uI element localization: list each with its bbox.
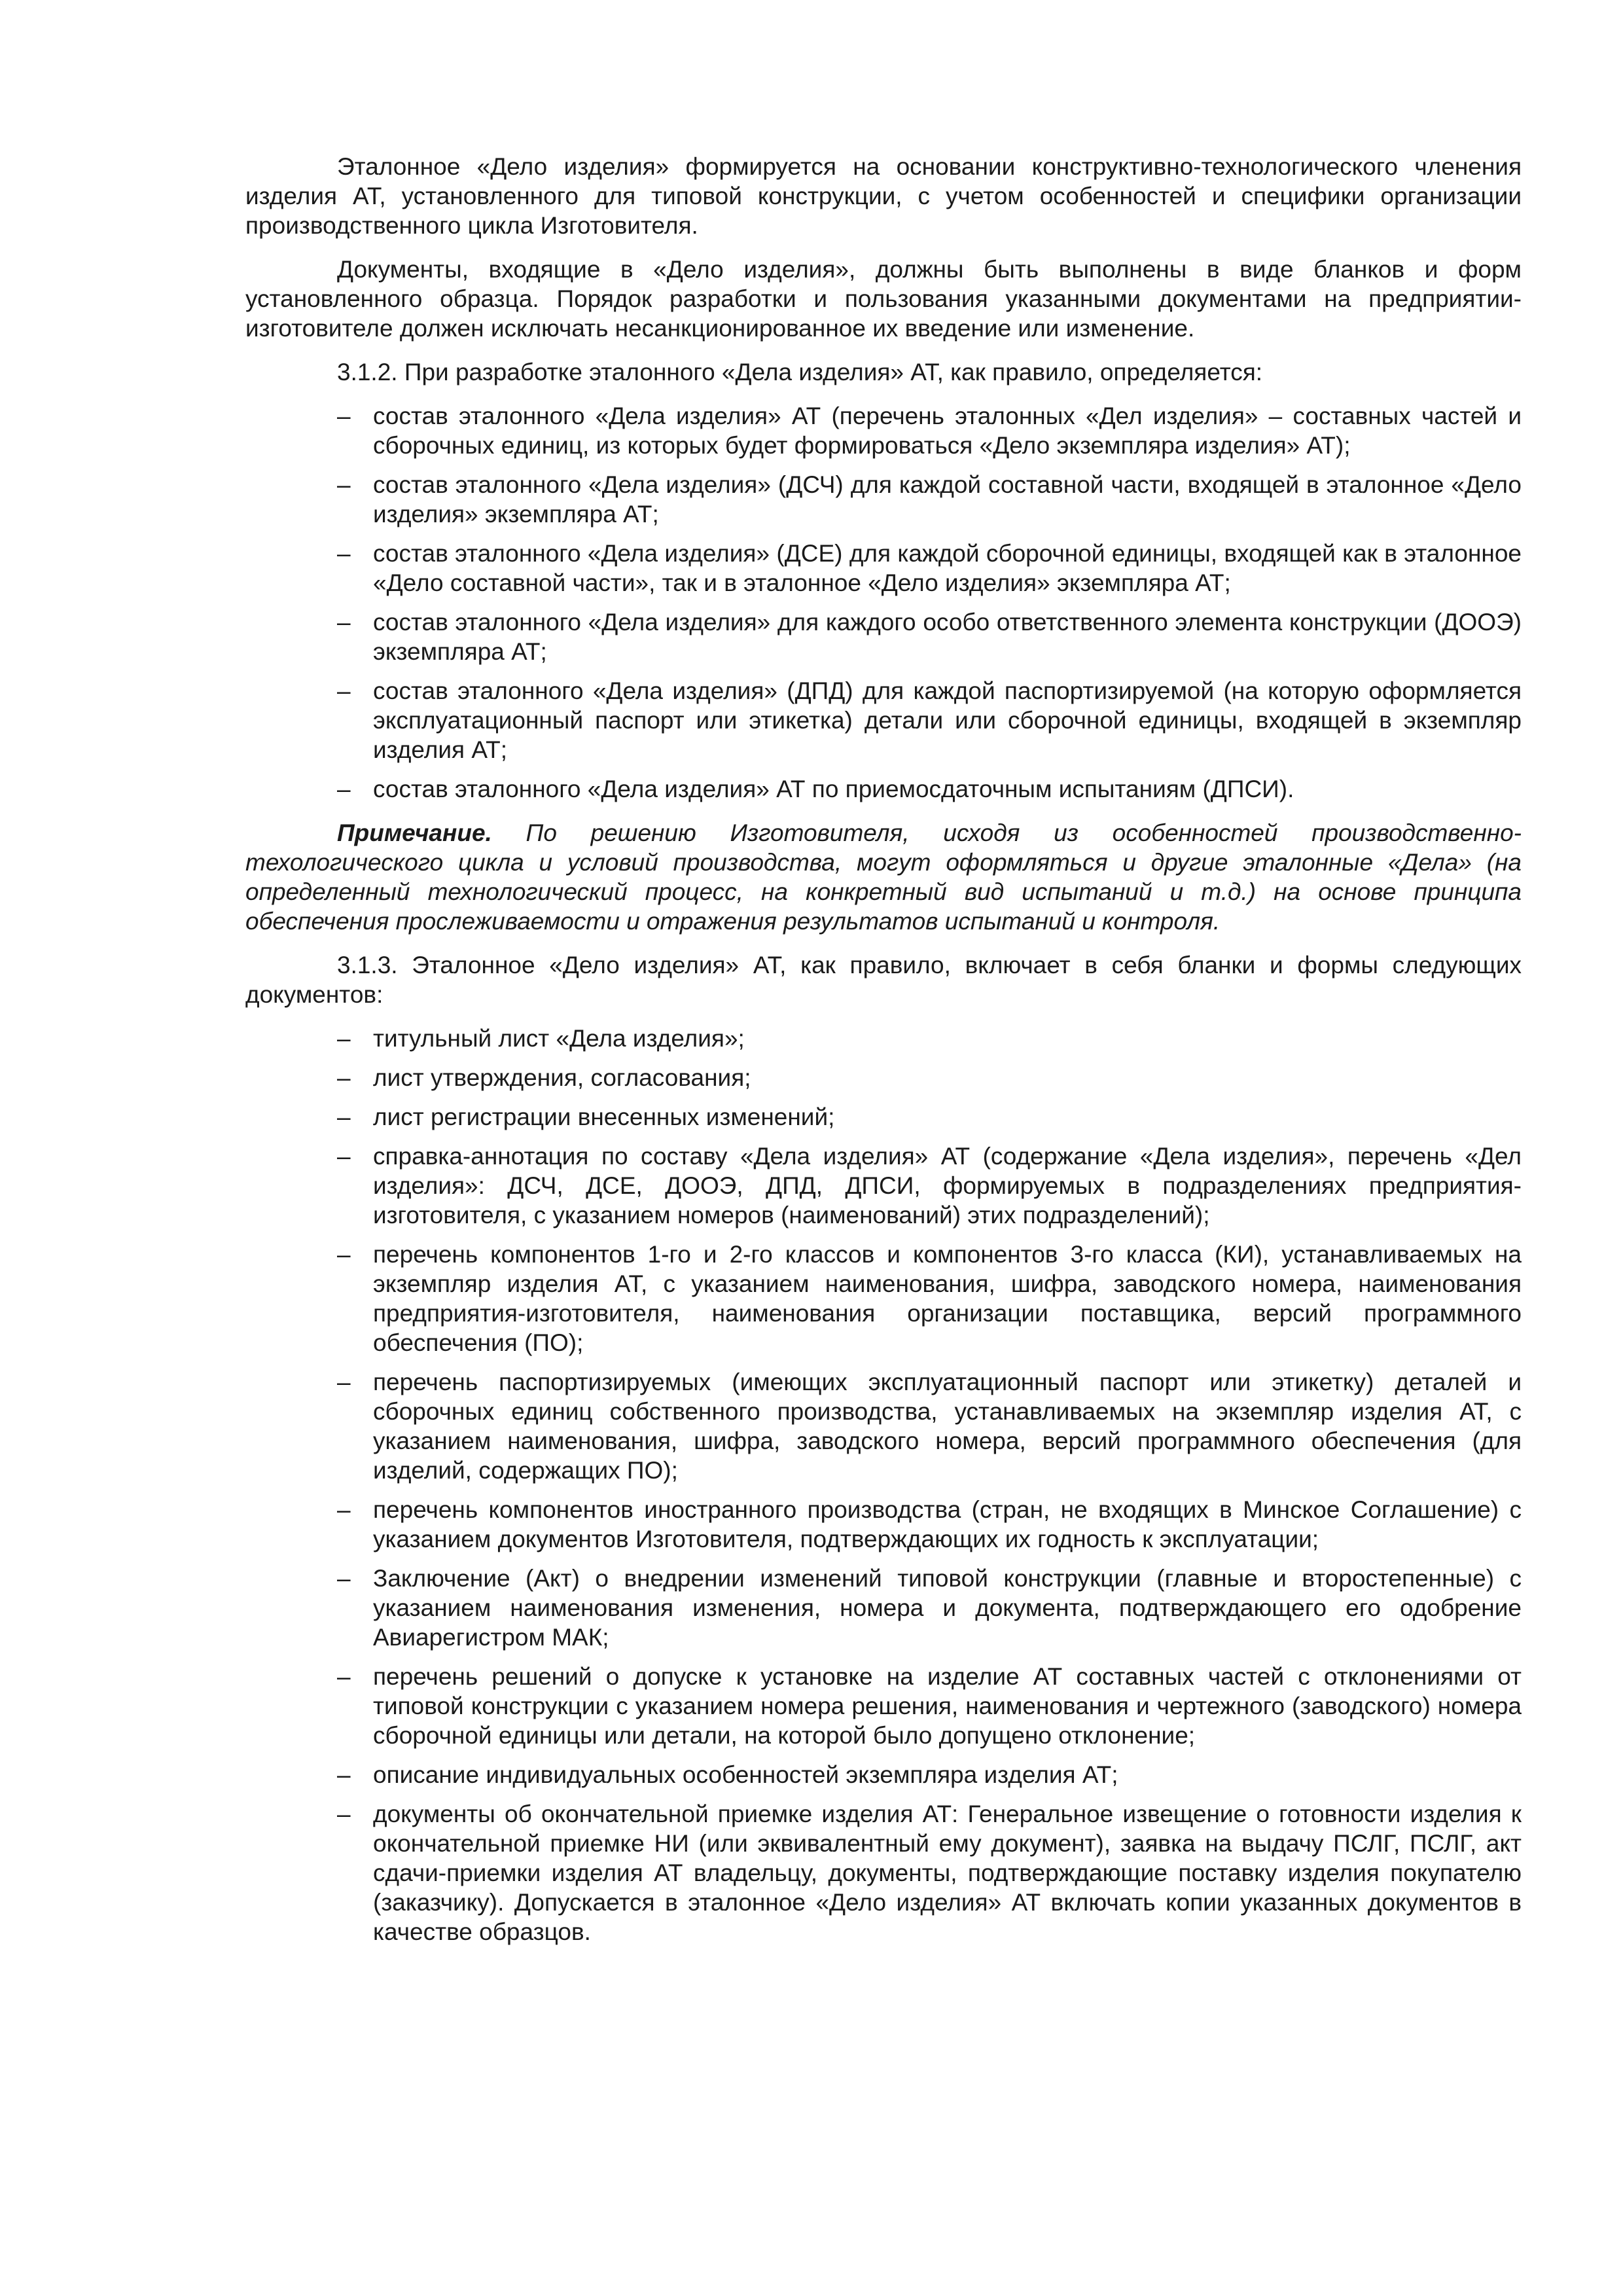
list-case-composition <box>245 401 1522 804</box>
list-item-text: документы об окончательной приемке изделия АТ: Генеральное извещение о готовности изделия к окончательной приемке НИ (или эквивалентный ему документ), заявка на выдачу ПСЛГ, ПСЛГ, акт сдачи-приемки изделия АТ владельцу, документы, подтверждающие поставку изделия покупателю (заказчику). Допускается в эталонное «Дело изделия» АТ включать копии указанных документов в качестве образцов. <box>373 1801 1522 1945</box>
dash-marker: – <box>337 1761 351 1788</box>
paragraph-3-1-3: 3.1.3. Эталонное «Дело изделия» АТ, как правило, включает в себя бланки и формы следующих документов: <box>245 952 1522 1008</box>
list-item-text: лист утверждения, согласования; <box>373 1064 751 1091</box>
list-item-text: перечень паспортизируемых (имеющих эксплуатационный паспорт или этикетку) деталей и сборочных единиц собственного производства, устанавливаемых на экземпляр изделия АТ, с указанием наименования, шифра, заводского номера, версий программного обеспечения (для изделий, содержащих ПО); <box>373 1369 1522 1484</box>
dash-marker: – <box>337 1064 351 1091</box>
list-item-text: справка-аннотация по составу «Дела изделия» АТ (содержание «Дела изделия», перечень «Дел изделия»: ДСЧ, ДСЕ, ДООЭ, ДПД, ДПСИ, формируемых в подразделениях предприятия-изготовителя, с указанием номеров (наименований) этих подразделений); <box>373 1143 1522 1229</box>
dash-marker: – <box>337 471 351 498</box>
list-item-text: перечень решений о допуске к установке на изделие АТ составных частей с отклонениями от типовой конструкции с указанием номера решения, наименования и чертежного (заводского) номера сборочной единицы или детали, на которой было допущено отклонение; <box>373 1663 1522 1749</box>
list-item <box>245 1662 1522 1750</box>
note-label: Примечание. <box>337 819 492 846</box>
list-item <box>245 470 1522 529</box>
list-item <box>245 1102 1522 1132</box>
document-page <box>245 152 1522 1961</box>
dash-marker: – <box>337 1663 351 1690</box>
list-item-text: состав эталонного «Дела изделия» (ДПД) для каждой паспортизируемой (на которую оформляется эксплуатационный паспорт или этикетка) детали или сборочной единицы, входящей в экземпляр изделия АТ; <box>373 677 1522 763</box>
note-text: По решению Изготовителя, исходя из особенностей производственно-техологического цикла и условий производства, могут оформляться и другие эталонные «Дела» (на определенный технологический процесс, на конкретный вид испытаний и т.д.) на основе принципа обеспечения прослеживаемости и отражения результатов испытаний и контроля. <box>245 819 1522 935</box>
list-item <box>245 774 1522 804</box>
list-item-text: перечень компонентов 1-го и 2-го классов и компонентов 3-го класса (КИ), устанавливаемых на экземпляр изделия АТ, с указанием наименования, шифра, заводского номера, наименования предприятия-изготовителя, наименования организации поставщика, версий программного обеспечения (ПО); <box>373 1241 1522 1356</box>
paragraph-3-1-2: 3.1.2. При разработке эталонного «Дела изделия» АТ, как правило, определяется: <box>337 359 1263 386</box>
list-item <box>245 676 1522 764</box>
dash-marker: – <box>337 1801 351 1827</box>
list-document-forms <box>245 1024 1522 1946</box>
list-item-text: состав эталонного «Дела изделия» (ДСЕ) для каждой сборочной единицы, входящей как в эталонное «Дело составной части», так и в эталонное «Дело изделия» экземпляра АТ; <box>373 540 1522 596</box>
dash-marker: – <box>337 1565 351 1592</box>
dash-marker: – <box>337 1496 351 1523</box>
list-item <box>245 1564 1522 1652</box>
list-item <box>245 1495 1522 1554</box>
dash-marker: – <box>337 776 351 802</box>
paragraph-reference-case: Эталонное «Дело изделия» формируется на основании конструктивно-технологического членения изделия АТ, установленного для типовой конструкции, с учетом особенностей и специфики организации производственного цикла Изготовителя. <box>245 153 1522 239</box>
list-item <box>245 1760 1522 1789</box>
list-item-text: состав эталонного «Дела изделия» (ДСЧ) для каждой составной части, входящей в эталонное «Дело изделия» экземпляра АТ; <box>373 471 1522 528</box>
dash-marker: – <box>337 1103 351 1130</box>
dash-marker: – <box>337 540 351 567</box>
list-item-text: титульный лист «Дела изделия»; <box>373 1025 745 1052</box>
list-item <box>245 1024 1522 1053</box>
list-item <box>245 1141 1522 1230</box>
dash-marker: – <box>337 1369 351 1395</box>
dash-marker: – <box>337 403 351 429</box>
list-item <box>245 1240 1522 1357</box>
list-item-text: состав эталонного «Дела изделия» для каждого особо ответственного элемента конструкции (ДООЭ) экземпляра АТ; <box>373 609 1522 665</box>
dash-marker: – <box>337 1025 351 1052</box>
list-item-text: описание индивидуальных особенностей экземпляра изделия АТ; <box>373 1761 1118 1788</box>
list-item-text: состав эталонного «Дела изделия» АТ (перечень эталонных «Дел изделия» – составных частей и сборочных единиц, из которых будет формироваться «Дело экземпляра изделия» АТ); <box>373 403 1522 459</box>
list-item <box>245 401 1522 460</box>
dash-marker: – <box>337 677 351 704</box>
paragraph-documents-forms: Документы, входящие в «Дело изделия», должны быть выполнены в виде бланков и форм установленного образца. Порядок разработки и пользования указанными документами на предприятии-изготовителе должен исключать несанкционированное их введение или изменение. <box>245 256 1522 342</box>
list-item-text: перечень компонентов иностранного производства (стран, не входящих в Минское Соглашение) с указанием документов Изготовителя, подтверждающих их годность к эксплуатации; <box>373 1496 1522 1552</box>
list-item-text: лист регистрации внесенных изменений; <box>373 1103 835 1130</box>
dash-marker: – <box>337 609 351 636</box>
note-paragraph <box>245 818 1522 936</box>
list-item-text: состав эталонного «Дела изделия» АТ по приемосдаточным испытаниям (ДПСИ). <box>373 776 1294 802</box>
dash-marker: – <box>337 1241 351 1268</box>
list-item-text: Заключение (Акт) о внедрении изменений типовой конструкции (главные и второстепенные) с указанием наименования изменения, номера и документа, подтверждающего его одобрение Авиарегистром МАК; <box>373 1565 1522 1651</box>
list-item <box>245 1063 1522 1092</box>
list-item <box>245 1367 1522 1485</box>
list-item <box>245 539 1522 598</box>
list-item <box>245 607 1522 666</box>
list-item <box>245 1799 1522 1946</box>
dash-marker: – <box>337 1143 351 1170</box>
